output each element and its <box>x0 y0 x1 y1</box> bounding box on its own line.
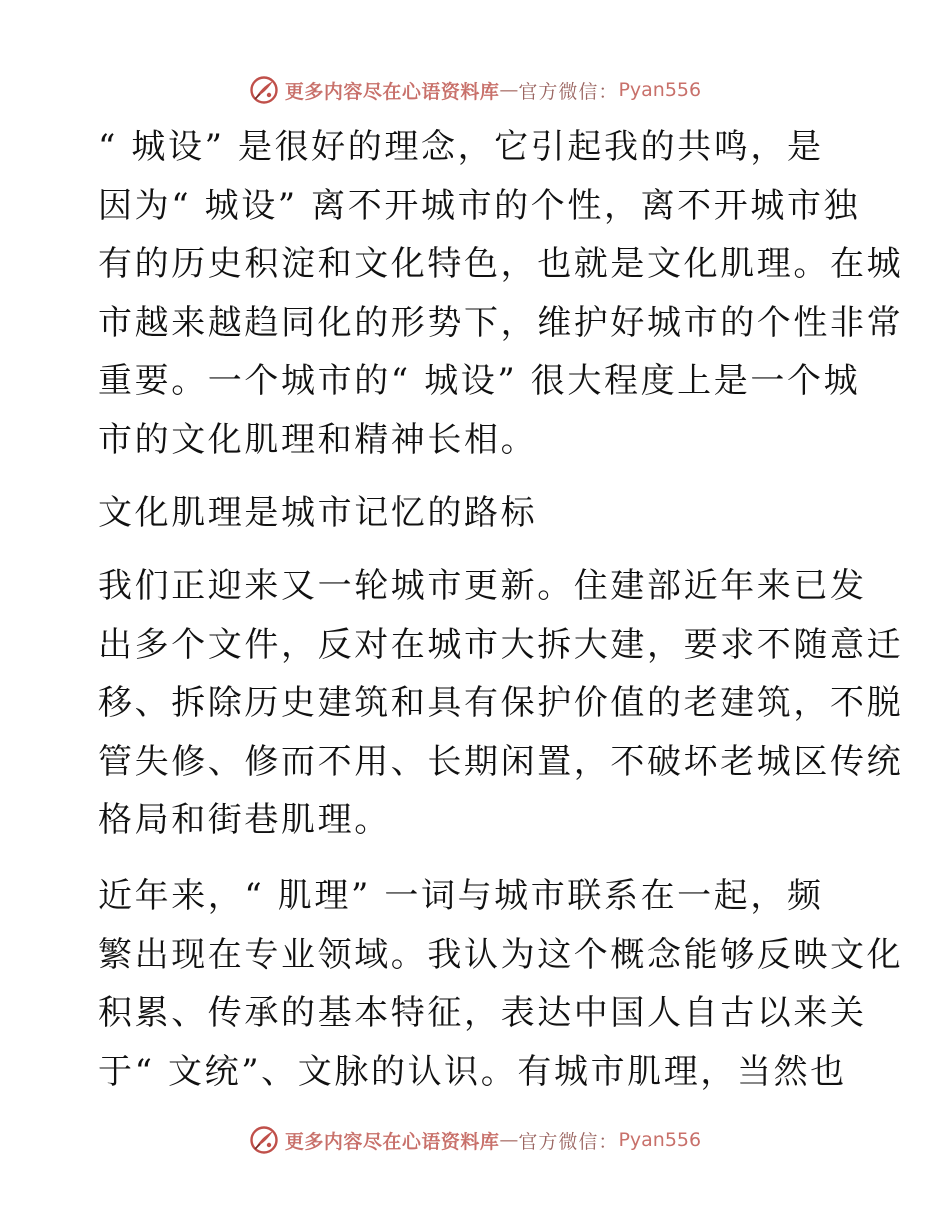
text-line: 因为“ 城设” 离不开城市的个性，离不开城市独 <box>98 185 861 226</box>
text-line: “ 城设” 是很好的理念，它引起我的共鸣，是 <box>98 127 824 167</box>
quill-logo-icon <box>249 1125 279 1155</box>
text-line: 市的文化肌理和精神长相。 <box>98 419 538 460</box>
banner-wechat-label: 官方微信： <box>518 80 619 103</box>
banner-brand-text: 更多内容尽在心语资料库 <box>284 80 500 103</box>
text-line: 移、拆除历史建筑和具有保护价值的老建筑，不脱 <box>98 683 904 723</box>
banner-dash: — <box>499 1129 519 1151</box>
header-banner <box>0 72 950 108</box>
quill-logo-icon <box>249 75 279 105</box>
text-line: 近年来，“ 肌理” 一词与城市联系在一起，频 <box>98 876 824 916</box>
heading-text: 文化肌理是城市记忆的路标 <box>98 493 538 533</box>
text-line: 有的历史积淀和文化特色，也就是文化肌理。在城 <box>98 244 904 284</box>
section-heading <box>98 484 858 543</box>
paragraph-1 <box>98 118 904 469</box>
text-line: 重要。一个城市的“ 城设” 很大程度上是一个城 <box>98 361 861 401</box>
footer-banner <box>0 1122 950 1158</box>
banner-wechat-label: 官方微信： <box>518 1130 619 1153</box>
text-line: 繁出现在专业领域。我认为这个概念能够反映文化 <box>98 934 904 975</box>
text-line: 格局和街巷肌理。 <box>98 800 391 840</box>
banner-dash: — <box>499 79 519 101</box>
paragraph-3 <box>98 867 904 1101</box>
banner-wechat-id: Pyan556 <box>618 79 702 101</box>
text-line: 我们正迎来又一轮城市更新。住建部近年来已发 <box>98 566 867 606</box>
banner-wechat-id: Pyan556 <box>618 1129 702 1151</box>
paragraph-2 <box>98 557 904 850</box>
text-line: 积累、传承的基本特征，表达中国人自古以来关 <box>98 993 867 1033</box>
text-line: 于“ 文统”、文脉的认识。有城市肌理，当然也 <box>98 1051 847 1092</box>
text-line: 管失修、修而不用、长期闲置，不破坏老城区传统 <box>98 741 904 782</box>
text-line: 市越来越趋同化的形势下，维护好城市的个性非常 <box>98 302 904 343</box>
text-line: 出多个文件，反对在城市大拆大建，要求不随意迁 <box>98 624 904 665</box>
banner-brand-text: 更多内容尽在心语资料库 <box>284 1130 500 1153</box>
